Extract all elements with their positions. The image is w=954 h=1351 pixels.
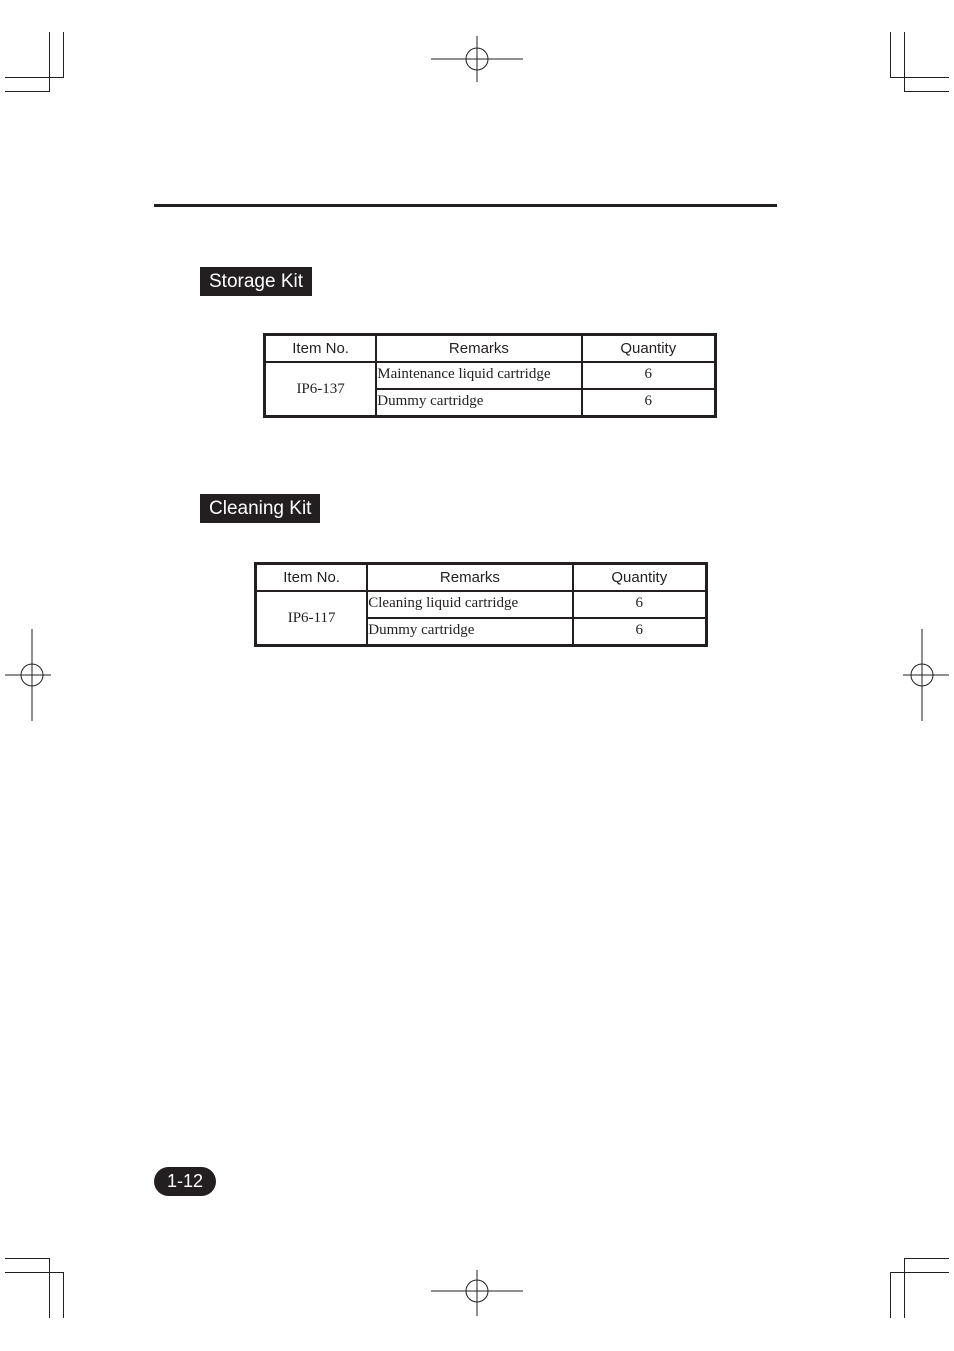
crop-mark-bottom-right <box>904 1258 905 1318</box>
crop-mark-bottom-right <box>904 1258 949 1259</box>
remarks-cell: Maintenance liquid cartridge <box>376 362 581 389</box>
registration-mark-bottom <box>431 1270 523 1316</box>
crop-mark-bottom-left <box>63 1272 64 1318</box>
table-header-row <box>256 564 707 592</box>
registration-mark-top <box>431 36 523 82</box>
crop-mark-bottom-left <box>5 1258 50 1259</box>
cleaning-kit-table <box>254 562 708 647</box>
crop-mark-bottom-right <box>890 1272 949 1273</box>
registration-mark-right <box>903 629 949 721</box>
remarks-cell: Dummy cartridge <box>367 618 572 646</box>
crop-mark-top-left <box>5 91 50 92</box>
crop-mark-top-left <box>63 32 64 77</box>
cleaning-kit-label: Cleaning Kit <box>200 494 320 523</box>
crop-mark-bottom-right <box>890 1272 891 1318</box>
quantity-cell: 6 <box>582 362 716 389</box>
remarks-cell: Dummy cartridge <box>376 389 581 417</box>
storage-kit-label: Storage Kit <box>200 267 312 296</box>
crop-mark-top-right <box>890 32 891 77</box>
crop-mark-top-left <box>49 32 50 91</box>
crop-mark-top-right <box>904 32 905 91</box>
registration-mark-left <box>5 629 51 721</box>
table-header-row <box>265 335 716 363</box>
crop-mark-top-right <box>904 91 949 92</box>
header-remarks: Remarks <box>367 564 572 592</box>
table-row <box>265 362 716 389</box>
page-number: 1-12 <box>154 1167 216 1196</box>
remarks-cell: Cleaning liquid cartridge <box>367 591 572 618</box>
quantity-cell: 6 <box>573 591 707 618</box>
crop-mark-bottom-left <box>5 1272 64 1273</box>
crop-mark-top-left <box>5 77 64 78</box>
crop-mark-top-right <box>890 77 949 78</box>
quantity-cell: 6 <box>573 618 707 646</box>
storage-kit-table <box>263 333 717 418</box>
crop-mark-bottom-left <box>49 1258 50 1318</box>
item-no-cell: IP6-117 <box>256 591 368 646</box>
header-remarks: Remarks <box>376 335 581 363</box>
item-no-cell: IP6-137 <box>265 362 377 417</box>
table-row <box>256 591 707 618</box>
header-quantity: Quantity <box>582 335 716 363</box>
quantity-cell: 6 <box>582 389 716 417</box>
header-item-no: Item No. <box>265 335 377 363</box>
header-rule <box>154 204 777 207</box>
header-quantity: Quantity <box>573 564 707 592</box>
header-item-no: Item No. <box>256 564 368 592</box>
